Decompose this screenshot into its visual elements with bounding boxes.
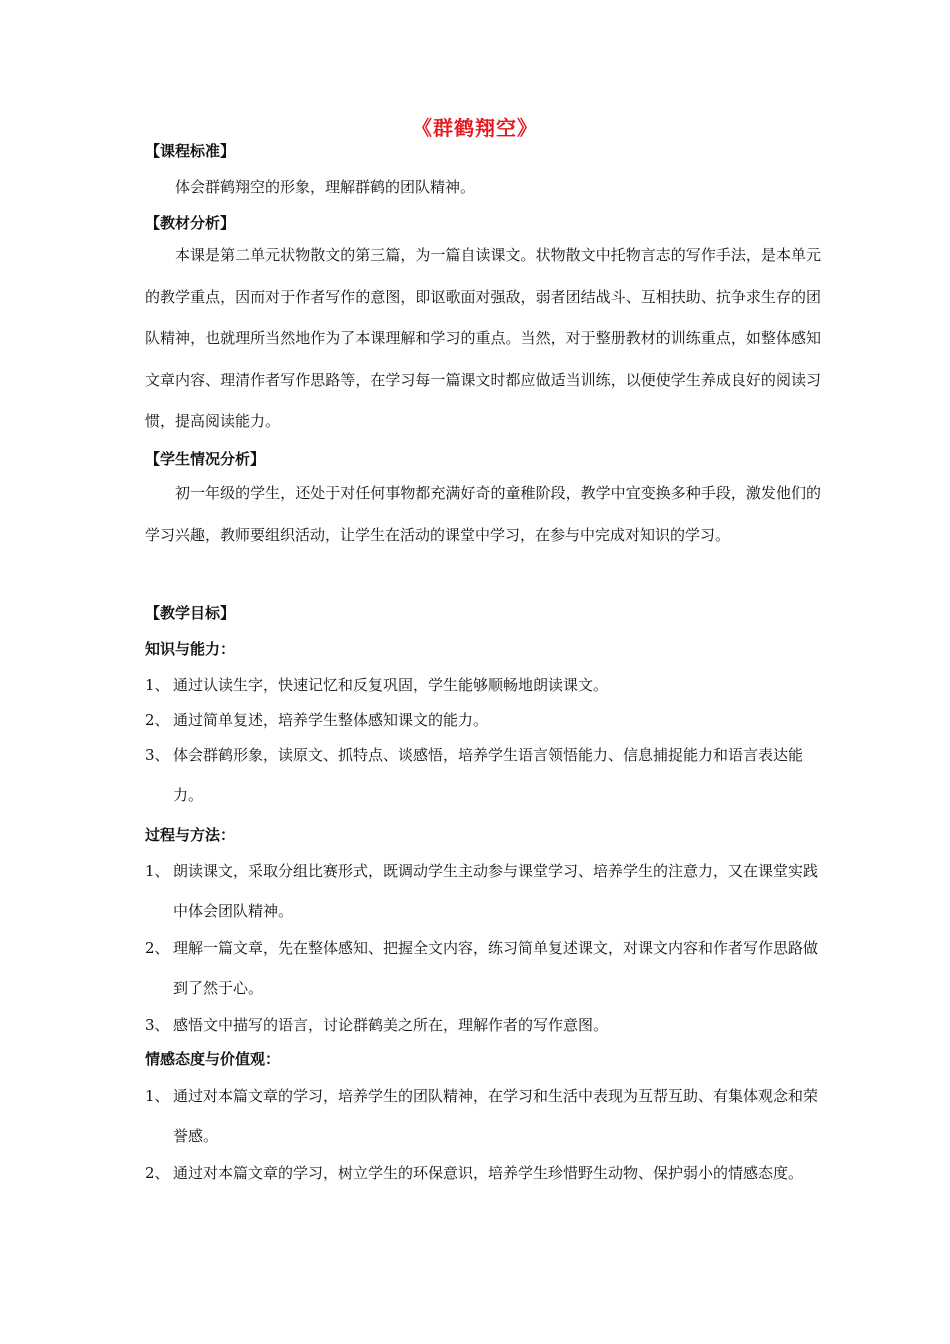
list-number: 3、	[145, 1016, 170, 1034]
list-number: 2、	[145, 939, 170, 957]
list-text: 体会群鹤形象，读原文、抓特点、谈感悟，培养学生语言领悟能力、信息捕捉能力和语言表达能力。	[173, 746, 804, 804]
paragraph-course-standard: 体会群鹤翔空的形象，理解群鹤的团队精神。	[175, 178, 476, 196]
heading-teaching-goals: 【教学目标】	[145, 604, 236, 622]
heading-material-analysis: 【教材分析】	[145, 214, 236, 232]
list-text: 理解一篇文章，先在整体感知、把握全文内容，练习简单复述课文，对课文内容和作者写作思路做到了然于心。	[173, 939, 819, 997]
list-item	[145, 1076, 821, 1156]
list-text: 感悟文中描写的语言，讨论群鹤美之所在，理解作者的写作意图。	[173, 1016, 609, 1034]
list-item	[145, 700, 821, 740]
list-item	[145, 1153, 821, 1193]
paragraph-student-analysis: 初一年级的学生，还处于对任何事物都充满好奇的童稚阶段，教学中宜变换多种手段，激发他们的学习兴趣，教师要组织活动，让学生在活动的课堂中学习，在参与中完成对知识的学习。	[145, 484, 821, 544]
paragraph-material-analysis: 本课是第二单元状物散文的第三篇，为一篇自读课文。状物散文中托物言志的写作手法，是本单元的教学重点，因而对于作者写作的意图，即讴歌面对强敌，弱者团结战斗、互相扶助、抗争求生存的团队精神，也就理所当然地作为了本课理解和学习的重点。当然，对于整册教材的训练重点，如整体感知文章内容、理清作者写作思路等，在学习每一篇课文时都应做适当训练，以便使学生养成良好的阅读习惯，提高阅读能力。	[145, 246, 821, 430]
list-number: 3、	[145, 746, 170, 764]
list-text: 通过对本篇文章的学习，培养学生的团队精神，在学习和生活中表现为互帮互助、有集体观念和荣誉感。	[173, 1087, 819, 1145]
list-item	[145, 1005, 821, 1045]
list-item	[145, 735, 821, 815]
document-title: 《群鹤翔空》	[412, 116, 538, 140]
list-number: 2、	[145, 711, 170, 729]
list-item	[145, 928, 821, 1008]
list-number: 2、	[145, 1164, 170, 1182]
heading-student-analysis: 【学生情况分析】	[145, 450, 266, 468]
list-text: 通过简单复述，培养学生整体感知课文的能力。	[173, 711, 489, 729]
list-text: 通过对本篇文章的学习，树立学生的环保意识，培养学生珍惜野生动物、保护弱小的情感态度。	[173, 1164, 804, 1182]
list-item	[145, 665, 821, 705]
subheading-process: 过程与方法：	[145, 826, 236, 844]
subheading-knowledge: 知识与能力：	[145, 640, 236, 658]
subheading-emotion: 情感态度与价值观：	[145, 1050, 281, 1068]
list-number: 1、	[145, 1087, 170, 1105]
list-number: 1、	[145, 676, 170, 694]
list-number: 1、	[145, 862, 170, 880]
list-item	[145, 851, 821, 931]
list-text: 通过认读生字，快速记忆和反复巩固，学生能够顺畅地朗读课文。	[173, 676, 609, 694]
list-text: 朗读课文，采取分组比赛形式，既调动学生主动参与课堂学习、培养学生的注意力，又在课堂实践中体会团队精神。	[173, 862, 819, 920]
heading-course-standard: 【课程标准】	[145, 142, 236, 160]
